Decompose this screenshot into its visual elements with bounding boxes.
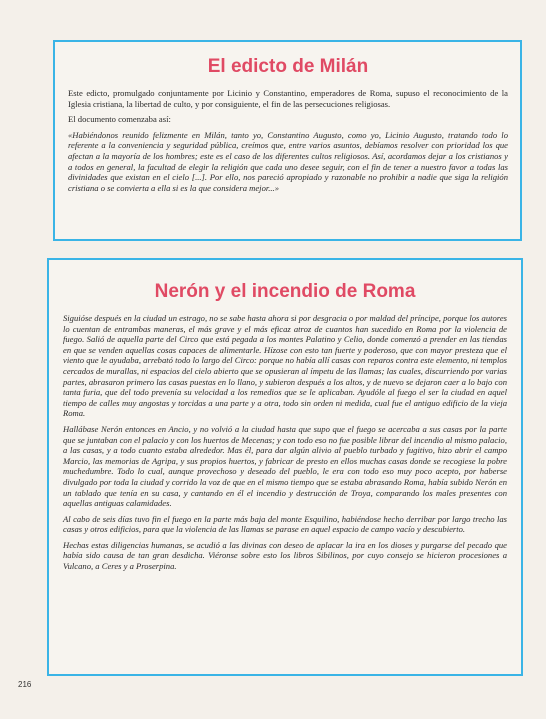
page-number: 216 xyxy=(18,680,32,689)
edict-intro: Este edicto, promulgado conjuntamente por Licinio y Constantino, emperadores de Roma, supuso el reconocimiento de la Iglesia cristiana, la libertad de culto, y por consiguiente, el fin de las persecuciones religiosas. xyxy=(68,88,508,109)
neron-paragraph-3: Al cabo de seis días tuvo fin el fuego en la parte más baja del monte Esquilino, habiéndose hecho derribar por largo trecho las casas y otros edificios, para que la violencia de las llamas se parase en aquel espacio de campo vacío y descubierto. xyxy=(63,513,507,535)
neron-box xyxy=(47,258,523,676)
edict-lead: El documento comenzaba así: xyxy=(68,114,171,125)
edict-quote: «Habiéndonos reunido felizmente en Milán, tanto yo, Constantino Augusto, como yo, Licinio Augusto, tratando todo lo referente a la conveniencia y seguridad pública, creímos que, entre varios asuntos, debíamos resolver con prioridad los que afectan a la mayoría de los hombres; este es el caso de los diferentes cultos religiosos. Así, acordamos dejar a los cristianos y a todos en general, la facultad de elegir la religión que cada uno desee seguir, con el fin de tener a nuestro favor a todas las divinidades que existan en el cielo [...]. Por ello, nos pareció apropiado y razonable no prohibir a nadie que siga la religión cristiana o se convierta a ella si es la que considera mejor...» xyxy=(68,129,508,193)
edict-title: El edicto de Milán xyxy=(207,56,369,77)
neron-paragraph-2: Hallábase Nerón entonces en Ancio, y no volvió a la ciudad hasta que supo que el fuego se acercaba a sus casas por la parte que se juntaban con el palacio y con los huertos de Mecenas; y con todo eso no fue posible librar del incendio al mismo palacio, a las casas, y a todo cuanto estaba alrededor. Mas él, para dar algún alivio al pueblo turbado y fugitivo, hizo abrir el campo Marcio, las memorias de Agripa, y sus propios huertos, y fabricar de presto en ellos muchas casas donde se recogiese la pobre muchedumbre. Todo lo cual, aunque provechoso y deseado del pueblo, le era con todo eso muy poco acepto, por haberse divulgado por toda la ciudad y corrido la voz de que en el mismo tiempo que se estaba abrasando Roma, había subido Nerón en un tablado que tenía en su casa, y cantando en él el incendio y destrucción de Troya, comparando los males presentes con aquellas antiguas calamidades. xyxy=(63,423,507,509)
neron-paragraph-4: Hechas estas diligencias humanas, se acudió a las divinas con deseo de aplacar la ira en los dioses y purgarse del pecado que había sido causa de tan gran desdicha. Viéronse sobre esto los libros Sibilinos, por cuyo consejo se hicieron procesiones a Vulcano, a Ceres y a Proserpina. xyxy=(63,539,507,572)
edict-box xyxy=(53,40,522,241)
neron-title: Nerón y el incendio de Roma xyxy=(154,281,416,302)
neron-paragraph-1: Siguióse después en la ciudad un estrago, no se sabe hasta ahora si por desgracia o por maldad del príncipe, porque los autores lo cuentan de entrambas maneras, el más grave y el más eficaz atroz de cuantos han sucedido en Roma por la violencia de fuego. Salió de aquella parte del Circo que está pegada a los montes Palatino y Celio, donde comenzó a prender en las tiendas en que se venden aquellas cosas capaces de alimentarle. Hízose con esto tan fuerte y poderoso, que con mayor presteza que el viento que le ayudaba, arrebató todo lo largo del Circo: porque no había allí casas con reparos contra este elemento, ni templos cercados de murallas, ni espacios del cielo abierto que se opusieran al ímpetu de las llamas; las cuales, discurriendo por varias partes, abrasaron primero las casas puestas en lo llano, y subieron después a los altos, y de nuevo se dejaron caer a lo bajo con tanta furia, que del todo prevenía su velocidad a los remedios que se le aplicaban. Ayudóle al fuego el ser la ciudad en aquel tiempo de calles muy angostas y torcidas a una parte y a otra, todo sin orden ni medida, cual fue el antiguo edificio de la vieja Roma. xyxy=(63,313,507,419)
